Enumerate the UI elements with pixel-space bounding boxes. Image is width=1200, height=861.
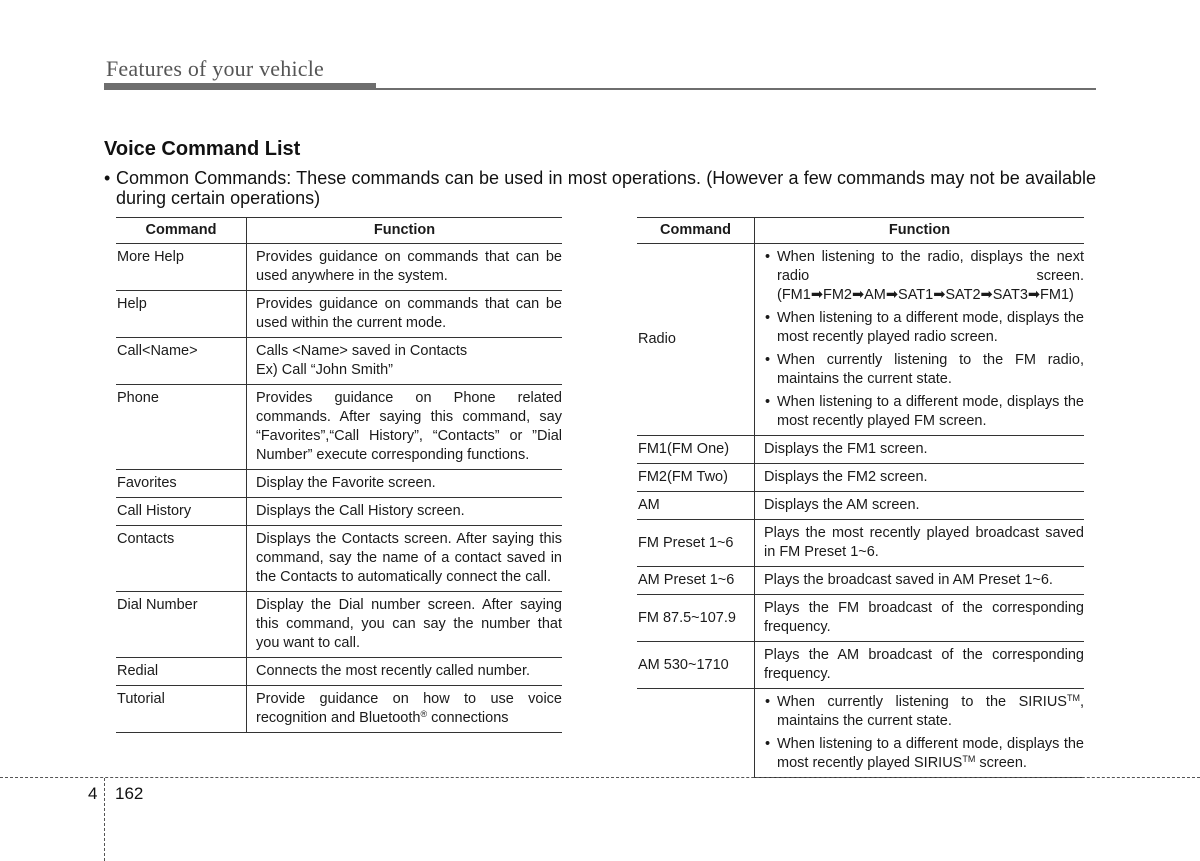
function-cell: Displays the FM1 screen. <box>755 436 1085 464</box>
footer-divider <box>104 778 105 861</box>
command-cell: FM 87.5~107.9 <box>637 595 755 642</box>
table-row <box>116 470 562 498</box>
bullet-text: When listening to a different mode, displays the most recently played radio screen. <box>777 310 1084 345</box>
command-cell: FM Preset 1~6 <box>637 520 755 567</box>
bullet-icon: • <box>765 249 771 265</box>
header-rule-thin <box>376 88 1096 90</box>
column-header-command: Command <box>637 218 755 244</box>
footer-rule <box>0 777 1200 778</box>
chapter-number: 4 <box>88 784 98 803</box>
table-row <box>116 592 562 658</box>
command-cell: FM2(FM Two) <box>637 464 755 492</box>
function-text: Provide guidance on how to use voice recognition and Bluetooth <box>256 691 562 726</box>
function-cell: Connects the most recently called number. <box>247 658 563 686</box>
function-line: Calls <Name> saved in Contacts <box>256 343 468 359</box>
command-cell: FM1(FM One) <box>637 436 755 464</box>
column-header-command: Command <box>116 218 247 244</box>
table-row <box>637 436 1084 464</box>
bullet-icon: • <box>765 694 771 710</box>
command-cell: Dial Number <box>116 592 247 658</box>
command-cell: AM Preset 1~6 <box>637 567 755 595</box>
bullet-text: When listening to the radio, displays the next radio screen. (FM1➡FM2➡AM➡SAT1➡SAT2➡SAT3➡FM1) <box>777 249 1084 303</box>
command-cell: Help <box>116 291 247 338</box>
bullet-icon: • <box>765 352 771 368</box>
function-cell: Plays the most recently played broadcast saved in FM Preset 1~6. <box>755 520 1085 567</box>
table-row <box>637 595 1084 642</box>
command-cell: More Help <box>116 244 247 291</box>
trademark-mark: TM <box>962 754 976 764</box>
command-cell: Redial <box>116 658 247 686</box>
registered-mark: ® <box>420 709 428 719</box>
function-cell: Plays the FM broadcast of the corresponding frequency. <box>755 595 1085 642</box>
command-cell: Tutorial <box>116 686 247 733</box>
table-row <box>116 244 562 291</box>
bullet-icon: • <box>104 168 111 188</box>
function-cell <box>247 338 563 385</box>
bullet-icon: • <box>765 310 771 326</box>
function-cell: Displays the Call History screen. <box>247 498 563 526</box>
command-cell: AM 530~1710 <box>637 642 755 689</box>
function-cell: Displays the Contacts screen. After saying this command, say the name of a contact saved in the Contacts to automatically connect the call. <box>247 526 563 592</box>
command-cell: AM <box>637 492 755 520</box>
command-cell: Phone <box>116 385 247 470</box>
table-row <box>116 658 562 686</box>
function-cell: Display the Favorite screen. <box>247 470 563 498</box>
bullet-text: screen. <box>975 755 1027 771</box>
page-number: 162 <box>115 784 144 803</box>
command-cell <box>637 689 755 778</box>
table-row <box>116 526 562 592</box>
command-cell: Call History <box>116 498 247 526</box>
table-row-sirius <box>637 689 1084 778</box>
function-line: Ex) Call “John Smith” <box>256 362 393 378</box>
column-header-function: Function <box>247 218 563 244</box>
table-header-row <box>637 218 1084 244</box>
function-cell: Displays the AM screen. <box>755 492 1085 520</box>
table-row <box>637 464 1084 492</box>
bullet-icon: • <box>765 394 771 410</box>
function-bullet <box>764 735 1084 773</box>
function-cell: Display the Dial number screen. After saying this command, you can say the number that you want to call. <box>247 592 563 658</box>
common-commands-table <box>116 217 562 733</box>
function-cell: Plays the broadcast saved in AM Preset 1~6. <box>755 567 1085 595</box>
bullet-icon: • <box>765 736 771 752</box>
function-bullet <box>764 693 1084 731</box>
function-cell <box>247 686 563 733</box>
command-cell: Call<Name> <box>116 338 247 385</box>
command-cell: Radio <box>637 244 755 436</box>
function-bullet <box>764 351 1084 389</box>
intro-paragraph <box>104 168 1096 208</box>
table-row <box>116 686 562 733</box>
section-title: Voice Command List <box>104 138 301 160</box>
header-rule-thick <box>104 83 376 90</box>
command-cell: Contacts <box>116 526 247 592</box>
page-header-title: Features of your vehicle <box>106 56 325 81</box>
function-cell: Plays the AM broadcast of the corresponding frequency. <box>755 642 1085 689</box>
function-cell: Provides guidance on Phone related commands. After saying this command, say “Favorites”,“Call History”, “Contacts” or ”Dial Number” execute corresponding functions. <box>247 385 563 470</box>
table-row-radio <box>637 244 1084 436</box>
table-header-row <box>116 218 562 244</box>
table-row <box>116 498 562 526</box>
trademark-mark: TM <box>1066 693 1080 703</box>
radio-commands-table <box>637 217 1084 778</box>
bullet-text: When currently listening to the SIRIUS <box>777 694 1067 710</box>
table-row <box>116 338 562 385</box>
function-cell <box>755 689 1085 778</box>
bullet-text: , maintains the current state. <box>777 694 1084 729</box>
column-header-function: Function <box>755 218 1085 244</box>
table-row <box>116 291 562 338</box>
intro-text: Common Commands: These commands can be used in most operations. (However a few commands may not be available during certain operations) <box>116 168 1096 208</box>
function-cell: Provides guidance on commands that can be used within the current mode. <box>247 291 563 338</box>
function-bullet <box>764 393 1084 431</box>
bullet-text: When listening to a different mode, displays the most recently played FM screen. <box>777 394 1084 429</box>
table-row <box>637 567 1084 595</box>
function-bullet <box>764 309 1084 347</box>
function-cell <box>755 244 1085 436</box>
table-row <box>637 642 1084 689</box>
function-text: connections <box>427 710 509 726</box>
bullet-text: When currently listening to the FM radio, maintains the current state. <box>777 352 1084 387</box>
table-row <box>637 492 1084 520</box>
table-row <box>116 385 562 470</box>
function-bullet <box>764 248 1084 305</box>
table-row <box>637 520 1084 567</box>
command-cell: Favorites <box>116 470 247 498</box>
function-cell: Provides guidance on commands that can be used anywhere in the system. <box>247 244 563 291</box>
bullet-text: When listening to a different mode, displays the most recently played SIRIUS <box>777 736 1084 771</box>
function-cell: Displays the FM2 screen. <box>755 464 1085 492</box>
